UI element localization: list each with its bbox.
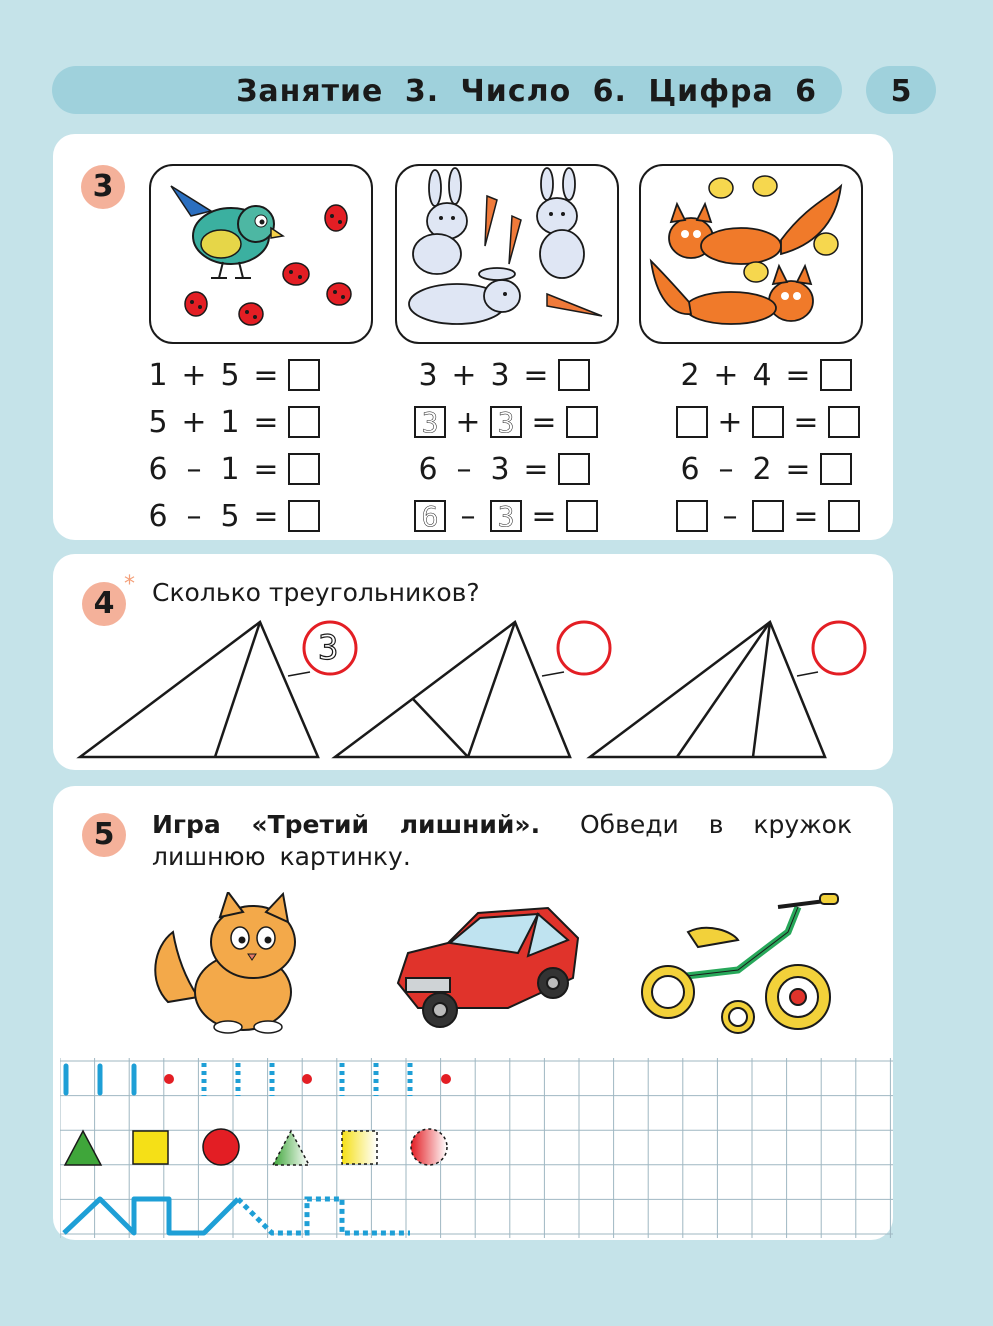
equation-token: = <box>531 404 557 440</box>
answer-box[interactable] <box>820 453 852 485</box>
equation-token: 6 <box>148 451 168 487</box>
equation-row <box>410 355 602 395</box>
cat-picture[interactable] <box>148 892 313 1037</box>
equation-token: + <box>451 357 477 393</box>
answer-box[interactable] <box>566 406 598 438</box>
answer-box[interactable] <box>288 453 320 485</box>
dotted-digit: 3 <box>421 405 439 439</box>
answer-box[interactable] <box>288 359 320 391</box>
equation-token: + <box>181 404 207 440</box>
sample-answer: 3 <box>318 628 339 668</box>
equation-token: 3 <box>490 357 510 393</box>
equation-token: = <box>523 357 549 393</box>
fox-icon <box>651 186 841 324</box>
equation-token: 5 <box>220 498 240 534</box>
dotted-digit: 3 <box>497 499 515 533</box>
answer-box[interactable] <box>752 406 784 438</box>
answer-box[interactable] <box>558 359 590 391</box>
equation-row <box>672 402 864 442</box>
task3-number: 3 <box>81 165 125 209</box>
equation-token: 2 <box>680 357 700 393</box>
equation-token: + <box>181 357 207 393</box>
equation-token: = <box>253 404 279 440</box>
picture-foxes-chicks <box>639 164 863 344</box>
task5-title: Игра «Третий лишний». <box>152 810 541 839</box>
equation-token: 6 <box>418 451 438 487</box>
equation-row <box>140 402 324 442</box>
equation-token: – <box>460 498 476 534</box>
task5-instruction-1: Обведи в кружок <box>580 810 853 839</box>
equation-token: 1 <box>220 451 240 487</box>
page-number: 5 <box>866 66 936 114</box>
answer-box[interactable] <box>828 406 860 438</box>
equation-row <box>672 496 864 536</box>
equation-token: – <box>456 451 472 487</box>
task5-number: 5 <box>82 813 126 857</box>
dotted-digit-box <box>490 500 522 532</box>
equation-token: + <box>717 404 743 440</box>
equation-token: 1 <box>148 357 168 393</box>
answer-box[interactable] <box>288 406 320 438</box>
equation-token: 6 <box>148 498 168 534</box>
dotted-digit: 6 <box>421 499 439 533</box>
equation-row <box>410 496 602 536</box>
dotted-digit-box <box>490 406 522 438</box>
equation-token: – <box>722 498 738 534</box>
equation-row <box>672 355 864 395</box>
equation-token: 1 <box>220 404 240 440</box>
bird-icon <box>171 186 283 278</box>
equations-column-3 <box>672 355 864 543</box>
task4-star: * <box>124 572 135 597</box>
equation-token: 5 <box>148 404 168 440</box>
dotted-digit-box <box>414 500 446 532</box>
dotted-digit: 3 <box>497 405 515 439</box>
equation-token: = <box>253 498 279 534</box>
equation-row <box>410 402 602 442</box>
picture-bird-ladybugs <box>149 164 373 344</box>
answer-box[interactable] <box>752 500 784 532</box>
answer-box[interactable] <box>676 500 708 532</box>
task4-number: 4 <box>82 582 126 626</box>
equations-column-1 <box>140 355 324 543</box>
dotted-digit-box <box>414 406 446 438</box>
equation-token: 4 <box>752 357 772 393</box>
circle-icon <box>203 1129 239 1165</box>
equation-token: = <box>793 498 819 534</box>
equation-row <box>140 355 324 395</box>
equation-token: = <box>253 357 279 393</box>
equation-row <box>140 496 324 536</box>
equation-token: + <box>713 357 739 393</box>
tricycle-picture[interactable] <box>638 892 843 1037</box>
equation-token: – <box>718 451 734 487</box>
triangle-icon <box>65 1131 101 1165</box>
equation-row <box>672 449 864 489</box>
answer-circle-2 <box>558 622 610 674</box>
equation-token: – <box>186 498 202 534</box>
pattern-grid <box>60 1058 893 1238</box>
car-picture[interactable] <box>388 898 583 1033</box>
equation-token: = <box>785 451 811 487</box>
equations-column-2 <box>410 355 602 543</box>
answer-box[interactable] <box>566 500 598 532</box>
equation-token: 3 <box>418 357 438 393</box>
answer-box[interactable] <box>820 359 852 391</box>
equation-token: – <box>186 451 202 487</box>
answer-box[interactable] <box>558 453 590 485</box>
task5-instruction-2: лишнюю картинку. <box>152 842 411 871</box>
equation-row <box>140 449 324 489</box>
triangles-figure <box>70 612 880 764</box>
picture-rabbits-carrots <box>395 164 619 344</box>
equation-row <box>410 449 602 489</box>
equation-token: = <box>531 498 557 534</box>
answer-circle-3 <box>813 622 865 674</box>
square-icon <box>133 1131 168 1164</box>
equation-token: = <box>793 404 819 440</box>
task4-question: Сколько треугольников? <box>152 578 480 607</box>
equation-token: = <box>523 451 549 487</box>
equation-token: 5 <box>220 357 240 393</box>
equation-token: = <box>253 451 279 487</box>
equation-token: = <box>785 357 811 393</box>
equation-token: + <box>455 404 481 440</box>
answer-box[interactable] <box>676 406 708 438</box>
answer-box[interactable] <box>288 500 320 532</box>
equation-token: 6 <box>680 451 700 487</box>
equation-token: 3 <box>490 451 510 487</box>
equation-token: 2 <box>752 451 772 487</box>
page-title: Занятие 3. Число 6. Цифра 6 <box>236 74 817 109</box>
answer-box[interactable] <box>828 500 860 532</box>
